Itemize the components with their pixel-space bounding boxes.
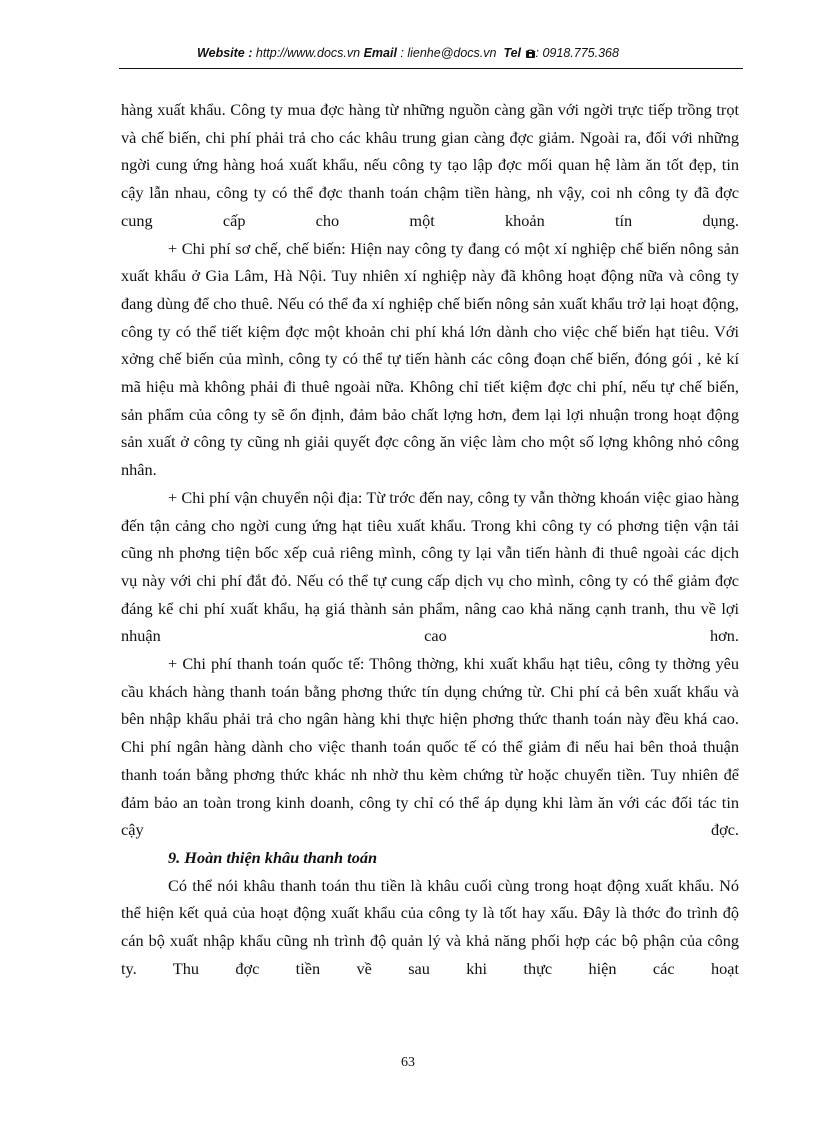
paragraph-continuation: hàng xuất khẩu. Công ty mua đợc hàng từ những nguồn càng gần với ngời trực tiếp trồng trọt và chế biến, chi phí phải trả cho các khâu trung gian càng đợc giảm. Ngoài ra, đối với những ngời cung ứng hàng hoá xuất khẩu, nếu công ty tạo lập đợc mối quan hệ làm ăn tốt đẹp, tin cậy lẫn nhau, công ty có thể đợc thanh toán chậm tiền hàng, nh vậy, coi nh công ty đã đợc cung cấp cho một khoản tín dụng. xyxy=(121,100,739,230)
paragraph-payment-intro: Có thể nói khâu thanh toán thu tiền là khâu cuối cùng trong hoạt động xuất khẩu. Nó thể hiện kết quả của hoạt động xuất khẩu của công ty là tốt hay xấu. Đây là thớc đo trình độ cán bộ xuất nhập khẩu cũng nh trình độ quản lý và khả năng phối hợp các bộ phận của công ty. Thu đợc tiền về sau khi thực hiện các hoạt xyxy=(121,875,739,978)
paragraph-transport-cost: + Chi phí vận chuyển nội địa: Từ trớc đến nay, công ty vẫn thờng khoán việc giao hàng đến tận cảng cho ngời cung ứng hạt tiêu xuất khẩu. Trong khi công ty có phơng tiện vận tải cũng nh phơng tiện bốc xếp cuả riêng mình, công ty lại vẫn tiến hành đi thuê ngoài các dịch vụ này với chi phí đắt đỏ. Nếu có thể tự cung cấp dịch vụ cho mình, công ty có thể giảm đợc đáng kể chi phí xuất khẩu, hạ giá thành sản phẩm, nâng cao khả năng cạnh tranh, thu về lợi nhuận cao hơn. xyxy=(121,487,739,646)
section-heading: 9. Hoàn thiện khâu thanh toán xyxy=(168,847,378,867)
website-label: Website : xyxy=(197,46,253,60)
website-url: http://www.docs.vn xyxy=(252,46,361,60)
email-label: Email xyxy=(363,46,397,60)
email-value: : lienhe@docs.vn xyxy=(396,46,497,60)
header-divider xyxy=(119,68,743,69)
paragraph-payment-cost: + Chi phí thanh toán quốc tế: Thông thờng, khi xuất khẩu hạt tiêu, công ty thờng yêu cầu khách hàng thanh toán bằng phơng thức tín dụng chứng từ. Chi phí cả bên xuất khẩu và bên nhập khẩu phải trả cho ngân hàng khi thực hiện phơng thức thanh toán này đều khá cao. Chi phí ngân hàng dành cho việc thanh toán quốc tế có thể giảm đi nếu hai bên thoả thuận thanh toán bằng phơng thức khác nh nhờ thu kèm chứng từ hoặc chuyển tiền. Tuy nhiên để đảm bảo an toàn trong kinh doanh, công ty chỉ có thể áp dụng khi làm ăn với các đối tác tin cậy đợc. xyxy=(121,654,739,840)
page-header xyxy=(0,46,816,60)
tel-label: Tel xyxy=(503,46,522,60)
tel-value: : 0918.775.368 xyxy=(535,46,619,60)
page-body xyxy=(121,96,739,983)
paragraph-processing-cost: + Chi phí sơ chế, chế biến: Hiện nay công ty đang có một xí nghiệp chế biến nông sản xuất khẩu ở Gia Lâm, Hà Nội. Tuy nhiên xí nghiệp này đã không hoạt động nữa và công ty đang dùng để cho thuê. Nếu có thể đa xí nghiệp chế biến nông sản xuất khẩu trở lại hoạt động, công ty có thể tiết kiệm đợc một khoản chi phí khá lớn dành cho việc chế biến hạt tiêu. Với xởng chế biến của mình, công ty có thể tự tiến hành các công đoạn chế biến, đóng gói , kẻ kí mã hiệu mà không phải đi thuê ngoài nữa. Không chỉ tiết kiệm đợc chi phí, nếu tự chế biến, sản phẩm của công ty sẽ ổn định, đảm bảo chất lợng hơn, đem lại lợi nhuận trong hoạt động sản xuất ở công ty cũng nh giải quyết đợc công ăn việc làm cho một số lợng không nhỏ công nhân. xyxy=(121,238,739,480)
telephone-icon xyxy=(525,46,536,60)
page-number: 63 xyxy=(401,1055,415,1070)
